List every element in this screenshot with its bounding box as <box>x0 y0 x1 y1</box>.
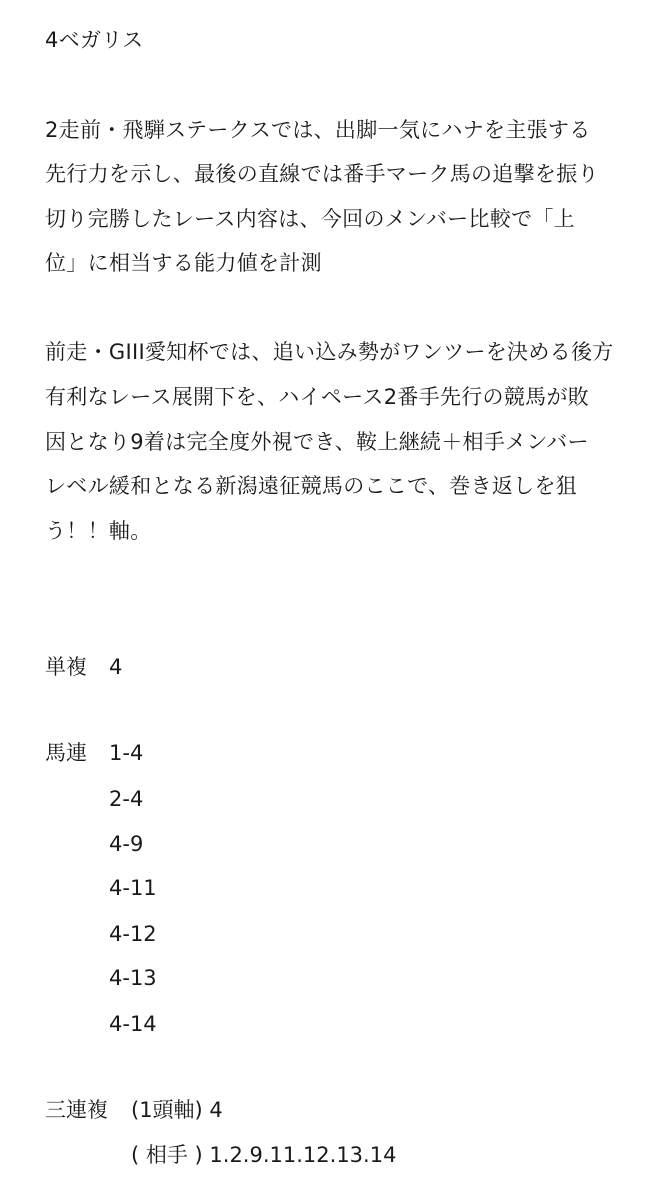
bet-label: 馬連 <box>45 741 87 765</box>
bet-combination: 4-12 <box>109 922 157 946</box>
bet-combination: 4-13 <box>109 966 157 990</box>
bet-combination: 4-9 <box>109 832 144 856</box>
bet-partners: ( 相手 ) 1.2.9.11.12.13.14 <box>131 1143 397 1167</box>
paragraph-line: 先行力を示し、最後の直線では番手マーク馬の追撃を振り <box>45 162 599 186</box>
bet-value: 4 <box>109 655 123 679</box>
bet-axis: (1頭軸) 4 <box>131 1098 223 1122</box>
bet-label: 三連複 <box>45 1098 108 1122</box>
paragraph-line: レベル緩和となる新潟遠征競馬のここで、巻き返しを狙 <box>45 474 578 498</box>
paragraph-line: 因となり9着は完全度外視でき、鞍上継続＋相手メンバー <box>45 430 589 454</box>
paragraph-line: う！！軸。 <box>45 519 152 543</box>
paragraph-line: 前走・GIII愛知杯では、追い込み勢がワンツーを決める後方 <box>45 340 614 364</box>
horse-title: 4ベガリス <box>45 28 144 52</box>
bet-label: 単複 <box>45 655 87 679</box>
bet-combination: 1-4 <box>109 741 144 765</box>
bet-combination: 4-14 <box>109 1012 157 1036</box>
bet-combination: 4-11 <box>109 876 157 900</box>
paragraph-line: 有利なレース展開下を、ハイペース2番手先行の競馬が敗 <box>45 385 590 409</box>
paragraph-line: 2走前・飛騨ステークスでは、出脚一気にハナを主張する <box>45 118 591 142</box>
bet-combination: 2-4 <box>109 787 144 811</box>
paragraph-line: 切り完勝したレース内容は、今回のメンバー比較で「上 <box>45 207 575 231</box>
paragraph-line: 位」に相当する能力値を計測 <box>45 251 322 275</box>
